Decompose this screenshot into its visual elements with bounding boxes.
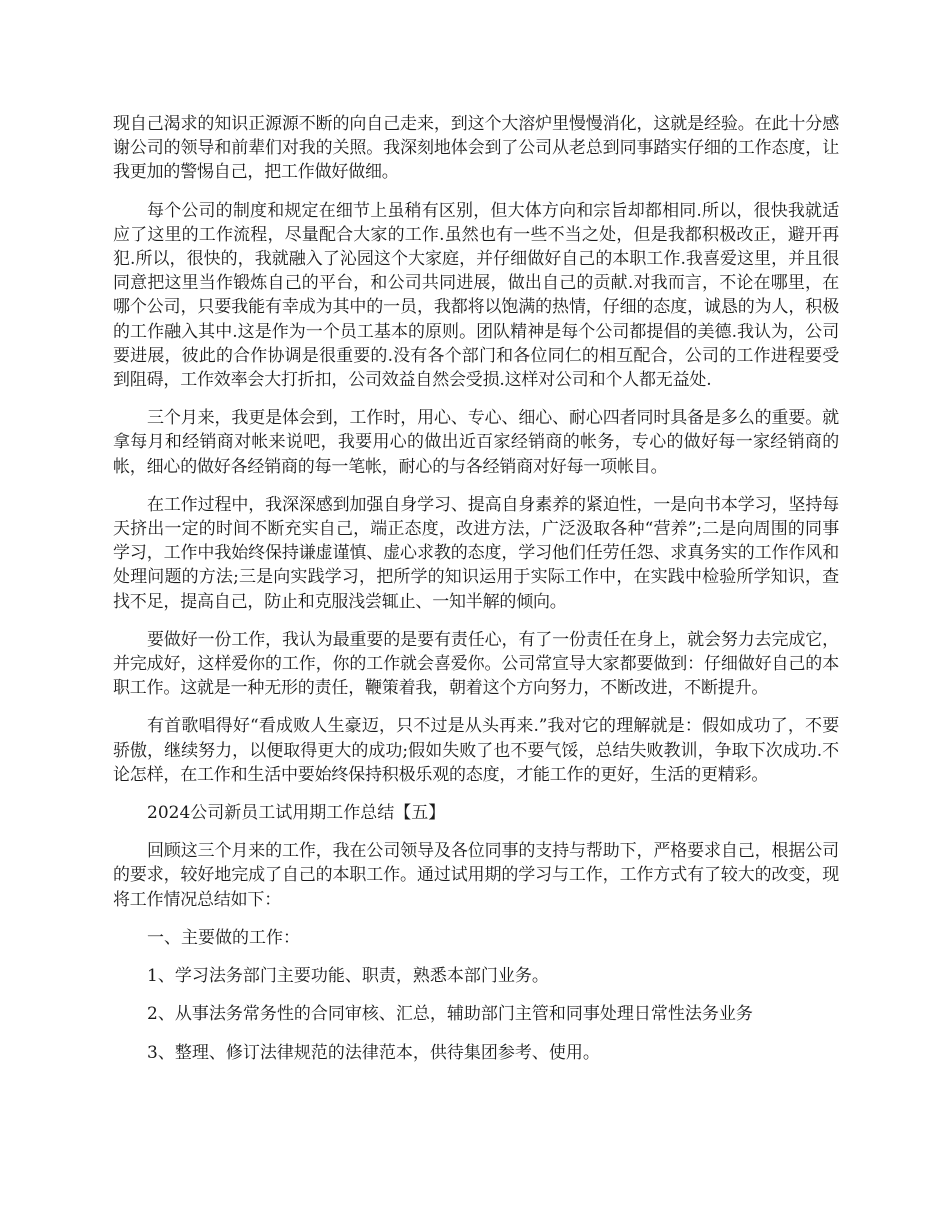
section-heading: 2024公司新员工试用期工作总结【五】 — [147, 803, 446, 824]
list-item: 2、从事法务常务性的合同审核、汇总，辅助部门主管和同事处理日常性法务业务 — [147, 1004, 753, 1025]
intro-paragraph: 回顾这三个月来的工作，我在公司领导及各位同事的支持与帮助下，严格要求自己，根据公司的要求，较好地完成了自己的本职工作。通过试用期的学习与工作，工作方式有了较大的改变，现将工作情况总结如下： — [113, 841, 839, 910]
paragraph-1: 现自己渴求的知识正源源不断的向自己走来，到这个大溶炉里慢慢消化，这就是经验。在此十分感谢公司的领导和前辈们对我的关照。我深刻地体会到了公司从老总到同事踏实仔细的工作态度，让我更加的警惕自己，把工作做好做细。 — [113, 114, 839, 183]
paragraph-5: 要做好一份工作，我认为最重要的是要有责任心，有了一份责任在身上，就会努力去完成它，并完成好，这样爱你的工作，你的工作就会喜爱你。公司常宣导大家都要做到：仔细做好自己的本职工作。这就是一种无形的责任，鞭策着我，朝着这个方向努力，不断改进，不断提升。 — [113, 629, 839, 699]
paragraph-4: 在工作过程中，我深深感到加强自身学习、提高自身素养的紧迫性，一是向书本学习，坚持每天挤出一定的时间不断充实自己，端正态度，改进方法，广泛汲取各种“营养”;二是向周围的同事学习，工作中我始终保持谦虚谨慎、虚心求教的态度，学习他们任劳任怨、求真务实的工作作风和处理问题的方法;三是向实践学习，把所学的知识运用于实际工作中，在实践中检验所学知识，查找不足，提高自己，防止和克服浅尝辄止、一知半解的倾向。 — [113, 494, 839, 612]
list-item: 1、学习法务部门主要功能、职责，熟悉本部门业务。 — [147, 966, 549, 987]
paragraph-2: 每个公司的制度和规定在细节上虽稍有区别，但大体方向和宗旨却都相同.所以，很快我就适应了这里的工作流程，尽量配合大家的工作.虽然也有一些不当之处，但是我都积极改正，避开再犯.所以，很快的，我就融入了沁园这个大家庭，并仔细做好自己的本职工作.我喜爱这里，并且很同意把这里当作锻炼自己的平台，和公司共同进展，做出自己的贡献.对我而言，不论在哪里，在哪个公司，只要我能有幸成为其中的一员，我都将以饱满的热情，仔细的态度，诚恳的为人，积极的工作融入其中.这是作为一个员工基本的原则。团队精神是每个公司都提倡的美德.我认为，公司要进展，彼此的合作协调是很重要的.没有各个部门和各位同仁的相互配合，公司的工作进程要受到阻碍，工作效率会大打折扣，公司效益自然会受损.这样对公司和个人都无益处. — [113, 200, 839, 391]
subheading: 一、主要做的工作： — [147, 927, 300, 948]
paragraph-3: 三个月来，我更是体会到，工作时，用心、专心、细心、耐心四者同时具备是多么的重要。就拿每月和经销商对帐来说吧，我要用心的做出近百家经销商的帐务，专心的做好每一家经销商的帐，细心的做好各经销商的每一笔帐，耐心的与各经销商对好每一项帐目。 — [113, 408, 839, 477]
paragraph-6: 有首歌唱得好“看成败人生豪迈，只不过是从头再来.”我对它的理解就是：假如成功了，不要骄傲，继续努力，以便取得更大的成功;假如失败了也不要气馁，总结失败教训，争取下次成功.不论怎样，在工作和生活中要始终保持积极乐观的态度，才能工作的更好，生活的更精彩。 — [113, 716, 839, 785]
list-item: 3、整理、修订法律规范的法律范本，供待集团参考、使用。 — [147, 1042, 600, 1063]
document-page — [113, 112, 839, 1079]
